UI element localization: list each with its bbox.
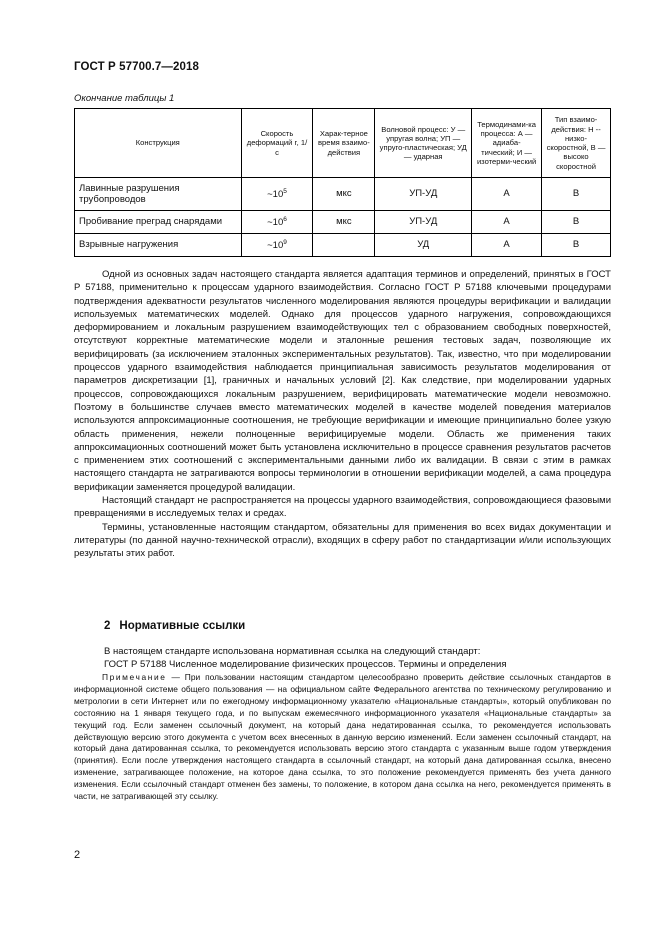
section-heading <box>104 620 254 632</box>
interaction-time-cell: мкс <box>313 178 375 211</box>
paragraph: Одной из основных задач настоящего стандарта является адаптация терминов и определений, принятых в ГОСТ Р 57188, применительно к процессам ударного взаимодействия. Согласно ГОСТ Р 57188 ключевыми процедурами подтверждения адекватности результатов численного моделирования являются процедуры верификации и валидации используемых математических моделей. Однако для процессов ударного нагружения, сопровождающихся деформированием и локальным разрушением взаимодействующих тел с образованием свободных поверхностей, отсутствуют корректные математические модели и эталонные решения тестовых задач, позволяющие их верифицировать (за исключением эталонных экспериментальных результатов). Так, известно, что при моделировании процессов ударного взаимодействия наблюдается принципиальная зависимость результатов моделирования от параметров дискретизации [1], граничных и начальных условий [2]. Как следствие, при моделировании ударных процессов, сопровождающихся локальным разрушением, верифицировать математические модели невозможно. Поэтому в большинстве случаев вместо математических моделей в качестве моделей поведения материалов используются аппроксимационные соотношения, не требующие верификации и имеющие принципиально более узкую область применения, нежели полноценные верифицируемые модели. Область же применения таких аппроксимационных соотношений может быть установлена исключительно в процессе сравнения результатов расчетов с применением этих соотношений с экспериментальными данными либо их валидации. В связи с этим в рамках настоящего стандарта не затрагиваются вопросы терминологии в отношении верификации моделей, а сама процедура верификации заменяется процедурой валидации. <box>74 269 611 493</box>
note-label: Примечание <box>102 672 167 682</box>
column-header: Термодинами-ка процесса: А — адиаба-тический; И — изотерми-ческий <box>472 109 542 178</box>
column-header: Волновой процесс: У — упругая волна; УП — упруго-пластическая; УД — ударная <box>375 109 472 178</box>
section-title: Нормативные ссылки <box>119 620 246 632</box>
classification-table <box>74 108 611 257</box>
interaction-type-cell: В <box>542 178 611 211</box>
construction-cell: Взрывные нагружения <box>75 234 242 257</box>
thermodynamics-cell: А <box>472 234 542 257</box>
wave-process-cell: УП-УД <box>375 211 472 234</box>
thermodynamics-cell: А <box>472 211 542 234</box>
interaction-time-cell <box>313 234 375 257</box>
page-number: 2 <box>74 849 81 861</box>
column-header: Харак-терное время взаимо-действия <box>313 109 375 178</box>
normative-references <box>104 645 611 672</box>
table-row <box>75 234 611 257</box>
note-text: — При пользовании настоящим стандартом целесообразно проверить действие ссылочных стандартов в информационной системе общего пользования — на официальном сайте Федерального агентства по техническому регулированию и метрологии в сети Интернет или по ежегодному информационному указателю «Национальные стандарты», который опубликован по состоянию на 1 января текущего года, и по выпускам ежемесячного информационного указателя «Национальные стандарты» за текущий год. Если заменен ссылочный документ, на который дана недатированная ссылка, то рекомендуется использовать действующую версию этого документа с учетом всех внесенных в данную версию изменений. Если заменен ссылочный стандарт, на который дана датированная ссылка, то рекомендуется использовать версию этого стандарта с указанным выше годом утверждения (принятия). Если после утверждения настоящего стандарта в ссылочный стандарт, на который дана датированная ссылка, внесено изменение, затрагивающее положение, на которое дана ссылка, то это положение рекомендуется применять без учета данного изменения. Если ссылочный стандарт отменен без замены, то положение, в котором дана ссылка на него, рекомендуется применять в части, не затрагивающей эту ссылку. <box>74 672 611 802</box>
table-caption: Окончание таблицы 1 <box>74 93 175 104</box>
construction-cell: Пробивание преград снарядами <box>75 211 242 234</box>
section-number: 2 <box>104 620 111 632</box>
column-header: Скорость деформаций r, 1/с <box>241 109 313 178</box>
note-block <box>74 672 611 803</box>
column-header: Конструкция <box>75 109 242 178</box>
column-header: Тип взаимо-действия: Н -- низко-скоростной, В — высоко скоростной <box>542 109 611 178</box>
interaction-time-cell: мкс <box>313 211 375 234</box>
strain-rate-cell: $\sim 10^6$ <box>241 211 313 234</box>
construction-cell: Лавинные разрушения трубопроводов <box>75 178 242 211</box>
reference-item: ГОСТ Р 57188 Численное моделирование физических процессов. Термины и определения <box>104 659 507 671</box>
table-header-row <box>75 109 611 178</box>
paragraph: Настоящий стандарт не распространяется на процессы ударного взаимодействия, сопровождающиеся фазовыми превращениями в исследуемых телах и средах. <box>74 495 611 520</box>
document-header: ГОСТ Р 57700.7—2018 <box>74 61 199 73</box>
table-row <box>75 211 611 234</box>
table-row <box>75 178 611 211</box>
strain-rate-cell: $\sim 10^5$ <box>241 178 313 211</box>
wave-process-cell: УД <box>375 234 472 257</box>
interaction-type-cell: В <box>542 234 611 257</box>
strain-rate-cell: $\sim 10^9$ <box>241 234 313 257</box>
wave-process-cell: УП-УД <box>375 178 472 211</box>
body-text <box>74 268 611 561</box>
thermodynamics-cell: А <box>472 178 542 211</box>
interaction-type-cell: В <box>542 211 611 234</box>
reference-intro: В настоящем стандарте использована нормативная ссылка на следующий стандарт: <box>104 646 481 657</box>
paragraph: Термины, установленные настоящим стандартом, обязательны для применения во всех видах документации и литературы (по данной научно-технической отрасли), входящих в сферу работ по стандартизации и/или использующих результаты этих работ. <box>74 521 611 560</box>
